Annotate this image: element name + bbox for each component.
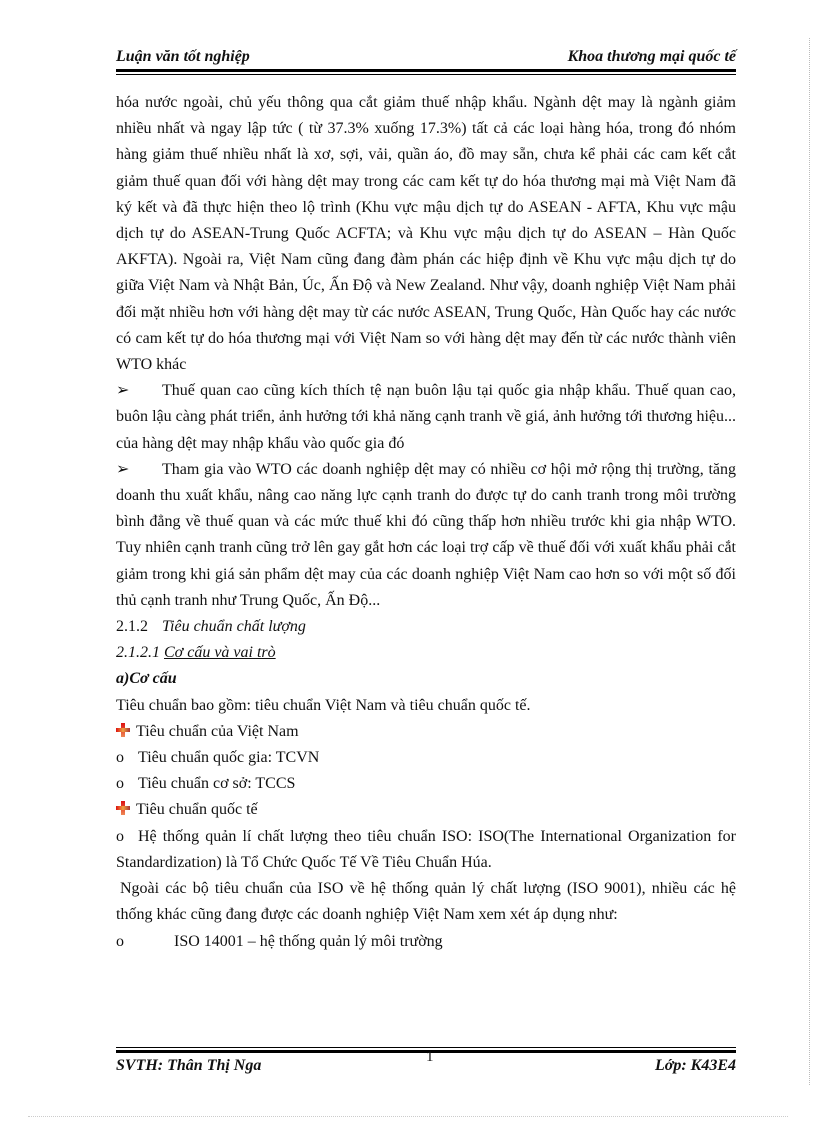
- document-body: [116, 90, 736, 955]
- subsection-heading: [116, 640, 736, 666]
- page-border-right: [809, 38, 810, 1085]
- bullet-item-smuggling: [116, 378, 736, 457]
- subsection-title: Cơ cấu và vai trò: [164, 644, 276, 662]
- circle-bullet-icon: o: [116, 749, 124, 767]
- section-number: 2.1.2: [116, 618, 148, 636]
- page-number: 1: [426, 1049, 434, 1065]
- list-item-vn-standards: [116, 719, 736, 745]
- list-item-label: Tiêu chuẩn quốc gia: TCVN: [138, 749, 320, 767]
- circle-bullet-icon: o: [116, 775, 124, 793]
- page-footer: [116, 1055, 736, 1077]
- paragraph-iso-other: Ngoài các bộ tiêu chuẩn của ISO về hệ thống quản lý chất lượng (ISO 9001), nhiều các hệ thống khác cũng đang được các doanh nghiệp Việt Nam xem xét áp dụng như:: [116, 880, 736, 924]
- header-right-text: Khoa thương mại quốc tế: [567, 48, 736, 65]
- list-item-label: Hệ thống quản lí chất lượng theo tiêu chuẩn ISO: ISO(The International Organization for Standardization) là Tổ Chức Quốc Tế Về Tiêu Chuẩn Húa.: [116, 827, 736, 871]
- list-item-label: ISO 14001 – hệ thống quản lý môi trường: [174, 932, 443, 950]
- header-left-text: Luận văn tốt nghiệp: [116, 48, 250, 65]
- paragraph-tariff-cuts: hóa nước ngoài, chủ yếu thông qua cắt giảm thuế nhập khẩu. Ngành dệt may là ngành giảm nhiều nhất và ngay lập tức ( từ 37.3% xuống 17.3%) tất cả các loại hàng hóa, trong đó nhóm hàng giảm thuế nhiều nhất là xơ, sợi, vải, quần áo, đồ may sẵn, chưa kể phải các cam kết cắt giảm thuế quan đối với hàng dệt may trong các cam kết tự do hóa thương mại mà Việt Nam đã ký kết và đã thực hiện theo lộ trình (Khu vực mậu dịch tự do ASEAN - AFTA, Khu vực mậu dịch tự do ASEAN-Trung Quốc ACFTA; và Khu vực mậu dịch tự do ASEAN – Hàn Quốc AKFTA). Ngoài ra, Việt Nam cũng đang đàm phán các hiệp định về Khu vực mậu dịch tự do giữa Việt Nam và Nhật Bản, Úc, Ấn Độ và New Zealand. Như vậy, doanh nghiệp Việt Nam phải đối mặt nhiều hơn với hàng dệt may từ các nước ASEAN, Trung Quốc, Hàn Quốc hay các nước có cam kết tự do hóa thương mại với Việt Nam so với hàng dệt may đến từ các nước thành viên WTO khác: [116, 94, 736, 374]
- list-item-label: Tiêu chuẩn quốc tế: [136, 801, 258, 819]
- section-heading: [116, 614, 736, 640]
- page-header: [116, 46, 736, 68]
- section-title: Tiêu chuẩn chất lượng: [162, 618, 306, 636]
- arrow-bullet-icon: ➢: [116, 382, 130, 400]
- bullet-item-wto: [116, 457, 736, 614]
- footer-author: SVTH: Thân Thị Nga: [116, 1057, 262, 1074]
- bullet-text: Thuế quan cao cũng kích thích tệ nạn buôn lậu tại quốc gia nhập khẩu. Thuế quan cao, buôn lậu càng phát triển, ảnh hưởng tới khả năng cạnh tranh về giá, ảnh hưởng tới thương hiệu... của hàng dệt may nhập khẩu vào quốc gia đó: [116, 382, 736, 452]
- list-item-label: Tiêu chuẩn cơ sở: TCCS: [138, 775, 296, 793]
- header-rule: [116, 69, 736, 75]
- circle-bullet-icon: o: [116, 827, 124, 845]
- list-item-tccs: [116, 771, 736, 797]
- sub-heading-a: a)Cơ cấu: [116, 670, 177, 688]
- list-item-tcvn: [116, 745, 736, 771]
- arrow-bullet-icon: ➢: [116, 460, 130, 478]
- circle-bullet-icon: o: [116, 932, 124, 950]
- cross-bullet-icon: [116, 801, 130, 815]
- list-item-iso14001: [116, 929, 736, 955]
- list-item-intl-standards: [116, 797, 736, 823]
- list-item-iso: [116, 824, 736, 876]
- page-border-bottom: [28, 1116, 788, 1117]
- footer-class: Lớp: K43E4: [654, 1057, 736, 1074]
- cross-bullet-icon: [116, 723, 130, 737]
- bullet-text: Tham gia vào WTO các doanh nghiệp dệt may có nhiều cơ hội mở rộng thị trường, tăng doanh thu xuất khẩu, nâng cao năng lực cạnh tranh do được tự do canh tranh trong môi trường bình đẳng về thuế quan và các mức thuế khi đó cũng thấp hơn nhiều trước khi gia nhập WTO. Tuy nhiên cạnh tranh cũng trở lên gay gắt hơn các loại trợ cấp về thuế đối với xuất khẩu phải cắt giảm trong khi giá sản phẩm dệt may của các doanh nghiệp Việt Nam cao hơn so với một số đối thủ cạnh tranh như Trung Quốc, Ấn Độ...: [116, 460, 736, 609]
- subsection-number: 2.1.2.1: [116, 644, 160, 662]
- standards-intro: Tiêu chuẩn bao gồm: tiêu chuẩn Việt Nam và tiêu chuẩn quốc tế.: [116, 696, 531, 714]
- list-item-label: Tiêu chuẩn của Việt Nam: [136, 722, 299, 740]
